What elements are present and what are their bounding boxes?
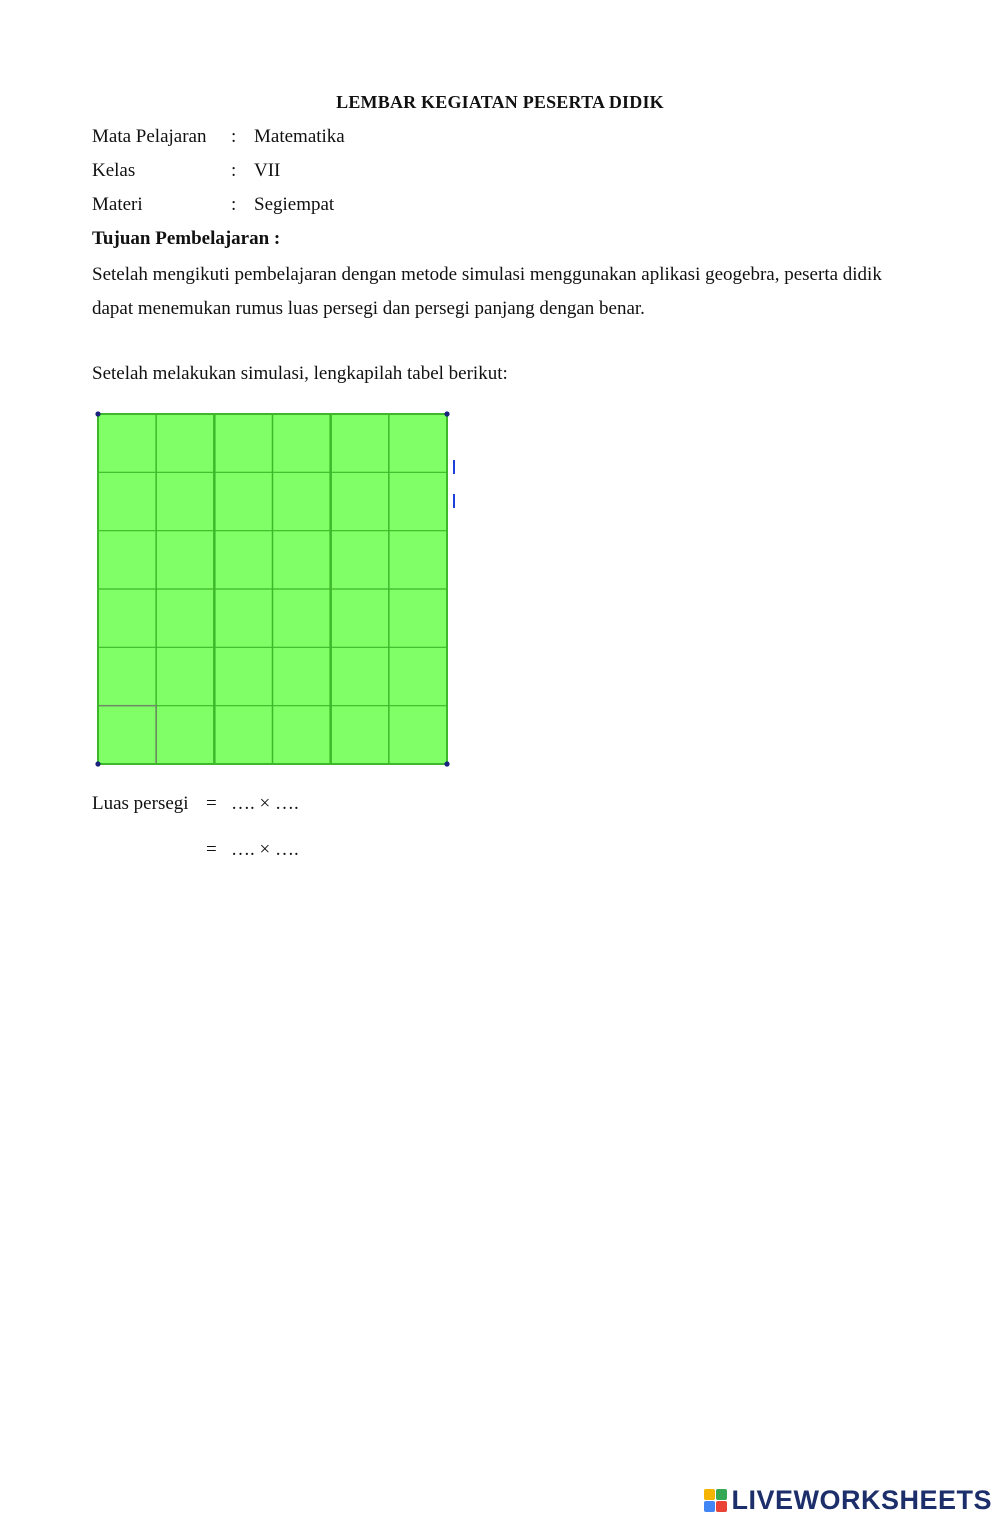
corner-point[interactable] bbox=[95, 411, 100, 416]
liveworksheets-logo-icon bbox=[704, 1489, 727, 1512]
corner-point[interactable] bbox=[95, 761, 100, 766]
brand-name: LIVEWORKSHEETS bbox=[731, 1484, 992, 1515]
formula-blank[interactable]: …. × …. bbox=[231, 793, 299, 814]
instruction-text: Setelah melakukan simulasi, lengkapilah tabel berikut: bbox=[92, 363, 508, 384]
logo-square bbox=[716, 1501, 727, 1512]
meta-label: Materi bbox=[92, 194, 143, 215]
formula-equals: = bbox=[206, 839, 217, 860]
logo-square bbox=[716, 1489, 727, 1500]
geogebra-square-figure[interactable] bbox=[92, 404, 462, 774]
corner-point[interactable] bbox=[444, 411, 449, 416]
meta-value: Matematika bbox=[254, 126, 345, 147]
meta-label: Mata Pelajaran bbox=[92, 126, 207, 147]
meta-value: Segiempat bbox=[254, 194, 335, 215]
objective-text: Setelah mengikuti pembelajaran dengan metode simulasi menggunakan aplikasi geogebra, peserta didik dapat menemukan rumus luas persegi dan persegi panjang dengan benar. bbox=[92, 264, 882, 319]
corner-point[interactable] bbox=[444, 761, 449, 766]
formula-equals: = bbox=[206, 793, 217, 814]
meta-colon: : bbox=[231, 194, 237, 215]
square-grid-svg bbox=[92, 404, 462, 774]
logo-square bbox=[704, 1501, 715, 1512]
objective-heading: Tujuan Pembelajaran : bbox=[92, 228, 281, 249]
formula-blank[interactable]: …. × …. bbox=[231, 839, 299, 860]
brand-footer[interactable] bbox=[704, 1482, 992, 1518]
meta-colon: : bbox=[231, 160, 237, 181]
meta-value: VII bbox=[254, 160, 281, 181]
formula-label: Luas persegi bbox=[92, 793, 189, 814]
meta-colon: : bbox=[231, 126, 237, 147]
page-title: LEMBAR KEGIATAN PESERTA DIDIK bbox=[336, 92, 664, 112]
logo-square bbox=[704, 1489, 715, 1500]
meta-label: Kelas bbox=[92, 160, 136, 181]
